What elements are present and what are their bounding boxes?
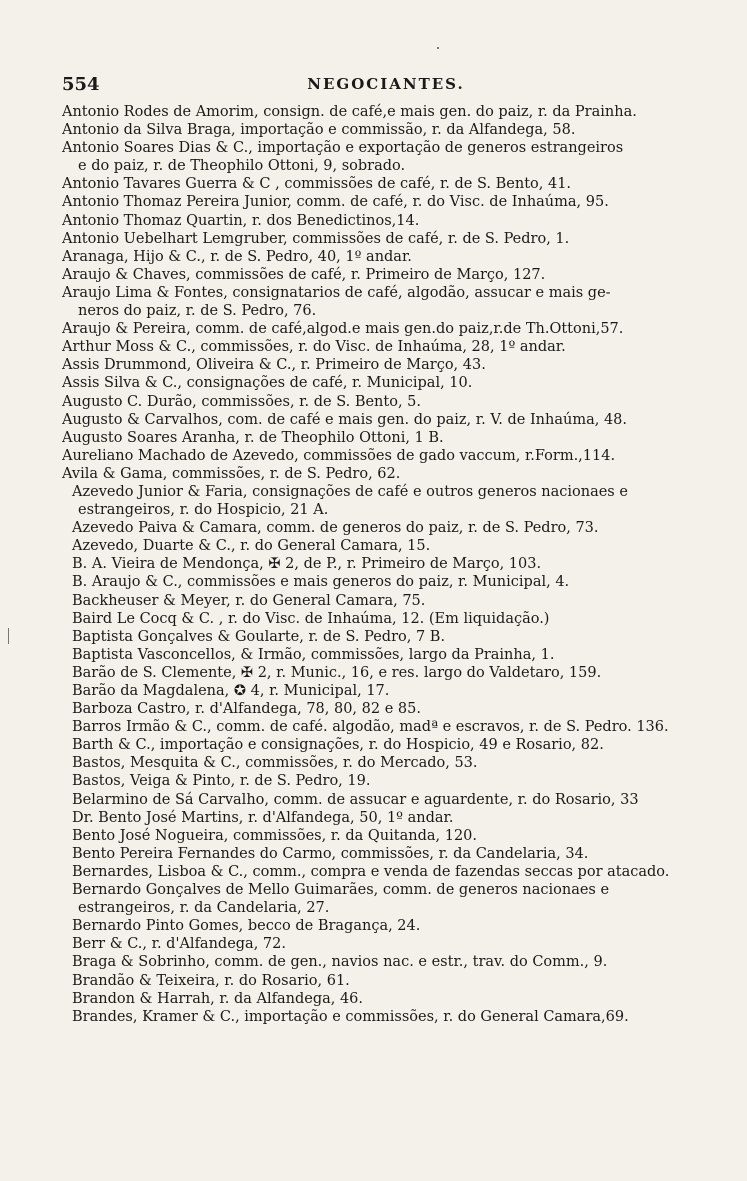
merchant-list bbox=[62, 103, 710, 1026]
list-item: Brandão & Teixeira, r. do Rosario, 61. bbox=[72, 972, 350, 989]
list-item-continuation: estrangeiros, r. do Hospicio, 21 A. bbox=[78, 502, 329, 519]
list-item: Augusto C. Durão, commissões, r. de S. Bento, 5. bbox=[62, 393, 422, 410]
list-item: Assis Drummond, Oliveira & C., r. Primeiro de Março, 43. bbox=[62, 357, 486, 374]
list-item: Bento José Nogueira, commissões, r. da Quitanda, 120. bbox=[72, 827, 478, 844]
list-item: Augusto & Carvalhos, com. de café e mais gen. do paiz, r. V. de Inhaúma, 48. bbox=[62, 411, 628, 428]
list-item: Antonio Rodes de Amorim, consign. de café,e mais gen. do paiz, r. da Prainha. bbox=[62, 104, 637, 120]
list-item: Assis Silva & C., consignações de café, r. Municipal, 10. bbox=[62, 375, 473, 392]
list-item-continuation: e do paiz, r. de Theophilo Ottoni, 9, sobrado. bbox=[78, 158, 406, 175]
list-item: Belarmino de Sá Carvalho, comm. de assucar e aguardente, r. do Rosario, 33 bbox=[72, 791, 639, 808]
list-item: Dr. Bento José Martins, r. d'Alfandega, 50, 1º andar. bbox=[72, 809, 454, 826]
list-item: Aranaga, Hijo & C., r. de S. Pedro, 40, 1º andar. bbox=[62, 248, 412, 265]
list-item-continuation: estrangeiros, r. da Candelaria, 27. bbox=[78, 900, 330, 917]
list-item: Baptista Vasconcellos, & Irmão, commissões, largo da Prainha, 1. bbox=[72, 646, 555, 663]
list-item: Brandon & Harrah, r. da Alfandega, 46. bbox=[72, 990, 364, 1007]
list-item: Antonio Soares Dias & C., importação e exportação de generos estrangeiros bbox=[62, 140, 624, 157]
list-item: Aureliano Machado de Azevedo, commissões de gado vaccum, r.Form.,114. bbox=[62, 447, 616, 464]
running-title: NEGOCIANTES. bbox=[307, 75, 465, 93]
list-item: Arthur Moss & C., commissões, r. do Visc. de Inhaúma, 28, 1º andar. bbox=[62, 339, 566, 356]
list-item: Bernardo Gonçalves de Mello Guimarães, comm. de generos nacionaes e bbox=[72, 882, 610, 899]
list-item: Araujo & Pereira, comm. de café,algod.e mais gen.do paiz,r.de Th.Ottoni,57. bbox=[62, 321, 624, 338]
list-item: Backheuser & Meyer, r. do General Camara, 75. bbox=[72, 592, 426, 609]
list-item: B. Araujo & C., commissões e mais generos do paiz, r. Municipal, 4. bbox=[72, 574, 570, 591]
list-item-continuation: neros do paiz, r. de S. Pedro, 76. bbox=[78, 303, 317, 320]
list-item: Barth & C., importação e consignações, r. do Hospicio, 49 e Rosario, 82. bbox=[72, 737, 604, 754]
margin-mark bbox=[8, 628, 9, 644]
list-item: Barboza Castro, r. d'Alfandega, 78, 80, 82 e 85. bbox=[72, 701, 421, 718]
list-item: Azevedo Paiva & Camara, comm. de generos do paiz, r. de S. Pedro, 73. bbox=[72, 520, 599, 537]
list-item: Baptista Gonçalves & Goularte, r. de S. Pedro, 7 B. bbox=[72, 628, 446, 645]
list-item: Brandes, Kramer & C., importação e commissões, r. do General Camara,69. bbox=[72, 1008, 629, 1025]
list-item: Antonio da Silva Braga, importação e commissão, r. da Alfandega, 58. bbox=[62, 122, 576, 139]
list-item: Araujo Lima & Fontes, consignatarios de café, algodão, assucar e mais ge- bbox=[62, 284, 611, 301]
ink-speck bbox=[437, 47, 439, 49]
list-item: B. A. Vieira de Mendonça, ✠ 2, de P., r. Primeiro de Março, 103. bbox=[72, 556, 542, 573]
list-item: Araujo & Chaves, commissões de café, r. Primeiro de Março, 127. bbox=[62, 266, 546, 283]
list-item: Azevedo, Duarte & C., r. do General Camara, 15. bbox=[72, 538, 431, 555]
list-item: Avila & Gama, commissões, r. de S. Pedro, 62. bbox=[62, 465, 401, 482]
list-item: Berr & C., r. d'Alfandega, 72. bbox=[72, 936, 286, 953]
list-item: Barão da Magdalena, ✪ 4, r. Municipal, 17. bbox=[72, 683, 390, 699]
list-item: Antonio Uebelhart Lemgruber, commissões de café, r. de S. Pedro, 1. bbox=[62, 230, 570, 247]
list-item: Azevedo Junior & Faria, consignações de café e outros generos nacionaes e bbox=[72, 483, 628, 500]
list-item: Bento Pereira Fernandes do Carmo, commissões, r. da Candelaria, 34. bbox=[72, 845, 589, 862]
list-item: Bastos, Veiga & Pinto, r. de S. Pedro, 19. bbox=[72, 773, 371, 790]
list-item: Bastos, Mesquita & C., commissões, r. do Mercado, 53. bbox=[72, 755, 478, 772]
list-item: Augusto Soares Aranha, r. de Theophilo Ottoni, 1 B. bbox=[62, 429, 444, 446]
list-item: Barão de S. Clemente, ✠ 2, r. Munic., 16, e res. largo do Valdetaro, 159. bbox=[72, 664, 602, 681]
page-header bbox=[62, 74, 710, 98]
list-item: Bernardes, Lisboa & C., comm., compra e venda de fazendas seccas por atacado. bbox=[72, 863, 670, 880]
list-item: Antonio Thomaz Pereira Junior, comm. de café, r. do Visc. de Inhaúma, 95. bbox=[62, 194, 609, 211]
list-item: Antonio Thomaz Quartin, r. dos Benedictinos,14. bbox=[62, 212, 420, 229]
list-item: Antonio Tavares Guerra & C , commissões de café, r. de S. Bento, 41. bbox=[62, 176, 572, 193]
page-number: 554 bbox=[62, 74, 100, 95]
list-item: Baird Le Cocq & C. , r. do Visc. de Inhaúma, 12. (Em liquidação.) bbox=[72, 610, 550, 627]
list-item: Braga & Sobrinho, comm. de gen., navios nac. e estr., trav. do Comm., 9. bbox=[72, 954, 608, 971]
list-item: Bernardo Pinto Gomes, becco de Bragança, 24. bbox=[72, 918, 421, 935]
list-item: Barros Irmão & C., comm. de café. algodão, madª e escravos, r. de S. Pedro. 136. bbox=[72, 719, 669, 736]
